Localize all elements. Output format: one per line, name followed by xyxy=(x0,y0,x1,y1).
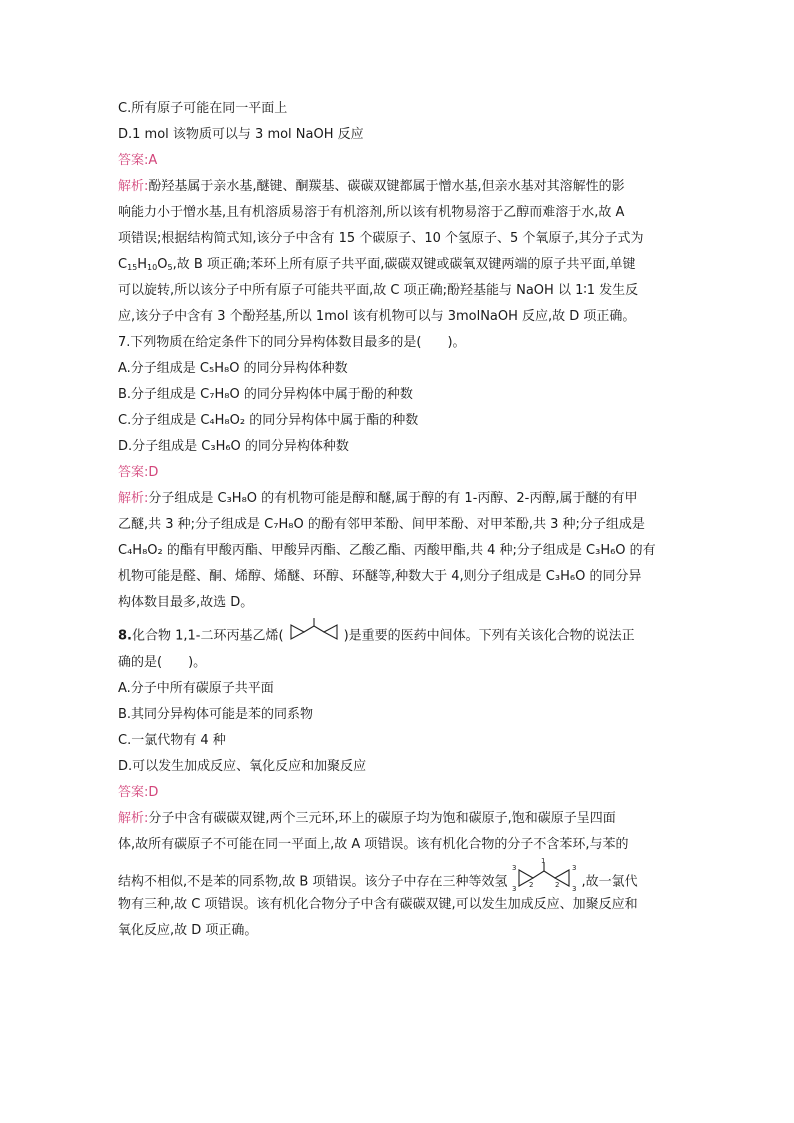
q8-stem-line-2: 确的是( )。 xyxy=(118,655,207,670)
q7-option-d: D.分子组成是 C₃H₆O 的同分异构体种数 xyxy=(118,439,349,454)
q8-answer: 答案:D xyxy=(118,785,159,800)
prev-answer: 答案:A xyxy=(118,153,158,168)
mol-label: 2 xyxy=(555,881,560,889)
q7-analysis-line-5: 构体数目最多,故选 D。 xyxy=(118,595,254,610)
q8-option-d: D.可以发生加成反应、氧化反应和加聚反应 xyxy=(118,759,367,774)
q7-option-a: A.分子组成是 C₅H₈O 的同分异构体种数 xyxy=(118,361,348,376)
q8-analysis-line-1: 解析:分子中含有碳碳双键,两个三元环,环上的碳原子均为饱和碳原子,饱和碳原子呈四面 xyxy=(118,811,616,826)
q8-option-b: B.其同分异构体可能是苯的同系物 xyxy=(118,707,314,722)
analysis-label: 解析: xyxy=(118,811,149,826)
prev-analysis-line-1: 解析:酚羟基属于亲水基,醚键、酮羰基、碳碳双键都属于憎水基,但亲水基对其溶解性的影 xyxy=(118,179,625,194)
q8-analysis-line-4: 物有三种,故 C 项错误。该有机化合物分子中含有碳碳双键,可以发生加成反应、加聚反应和 xyxy=(118,897,638,912)
prev-analysis-line-2: 响能力小于憎水基,且有机溶质易溶于有机溶剂,所以该有机物易溶于乙醇而难溶于水,故 A xyxy=(118,205,625,220)
q7-analysis-line-4: 机物可能是醛、酮、烯醇、烯醚、环醇、环醚等,种数大于 4,则分子组成是 C₃H₆O 的同分异 xyxy=(118,569,642,584)
q7-analysis-line-2: 乙醚,共 3 种;分子组成是 C₇H₈O 的酚有邻甲苯酚、间甲苯酚、对甲苯酚,共 3 种;分子组成是 xyxy=(118,517,645,532)
prev-analysis-line-5: 可以旋转,所以该分子中所有原子可能共平面,故 C 项正确;酚羟基能与 NaOH 以 1∶1 发生反 xyxy=(118,283,639,298)
prev-analysis-line-3: 项错误;根据结构简式知,该分子中含有 15 个碳原子、10 个氢原子、5 个氧原子,其分子式为 xyxy=(118,231,644,246)
analysis-label: 解析: xyxy=(118,179,149,194)
prev-option-c: C.所有原子可能在同一平面上 xyxy=(118,101,288,116)
q7-analysis-line-3: C₄H₈O₂ 的酯有甲酸丙酯、甲酸异丙酯、乙酸乙酯、丙酸甲酯,共 4 种;分子组成是 C₃H₆O 的有 xyxy=(118,543,656,558)
analysis-label: 解析: xyxy=(118,491,149,506)
q8-analysis-line-2: 体,故所有碳原子不可能在同一平面上,故 A 项错误。该有机化合物的分子不含苯环,与苯的 xyxy=(118,837,629,852)
q8-analysis-line-3: 结构不相似,不是苯的同系物,故 B 项错误。该分子中存在三种等效氢 3 3 2 1 2 3 3 ,故一氯代 xyxy=(118,858,678,892)
q8-analysis-line-5: 氧化反应,故 D 项正确。 xyxy=(118,923,258,938)
mol-label: 3 xyxy=(512,885,517,892)
mol-label: 3 xyxy=(572,864,577,872)
q8-option-a: A.分子中所有碳原子共平面 xyxy=(118,681,274,696)
q7-stem: 7.下列物质在给定条件下的同分异构体数目最多的是( )。 xyxy=(118,335,466,350)
q7-option-c: C.分子组成是 C₄H₈O₂ 的同分异构体中属于酯的种数 xyxy=(118,413,419,428)
prev-analysis-line-6: 应,该分子中含有 3 个酚羟基,所以 1mol 该有机物可以与 3molNaOH 反应,故 D 项正确。 xyxy=(118,309,636,324)
q8-option-c: C.一氯代物有 4 种 xyxy=(118,733,226,748)
mol-label: 3 xyxy=(572,885,577,892)
q7-option-b: B.分子组成是 C₇H₈O 的同分异构体中属于酚的种数 xyxy=(118,387,413,402)
prev-analysis-line-4: $C_{15}H_{10}O_5$,故 B 项正确;苯环上所有原子共平面,碳碳双键或碳氧双键两端的原子共平面,单键 xyxy=(118,257,636,272)
prev-option-d: D.1 mol 该物质可以与 3 mol NaOH 反应 xyxy=(118,127,364,142)
document-page xyxy=(118,96,678,944)
mol-label: 3 xyxy=(512,864,517,872)
q8-stem-line-1: 8.化合物 1,1-二环丙基乙烯( )是重要的医药中间体。下列有关该化合物的说法正 xyxy=(118,616,678,650)
q7-analysis-line-1: 解析:分子组成是 C₃H₈O 的有机物可能是醇和醚,属于醇的有 1-丙醇、2-丙醇,属于醚的有甲 xyxy=(118,491,638,506)
mol-label: 2 xyxy=(529,881,534,889)
mol-label: 1 xyxy=(541,858,546,865)
q7-answer: 答案:D xyxy=(118,465,159,480)
dicyclopropylethylene-structure-icon xyxy=(286,616,342,656)
